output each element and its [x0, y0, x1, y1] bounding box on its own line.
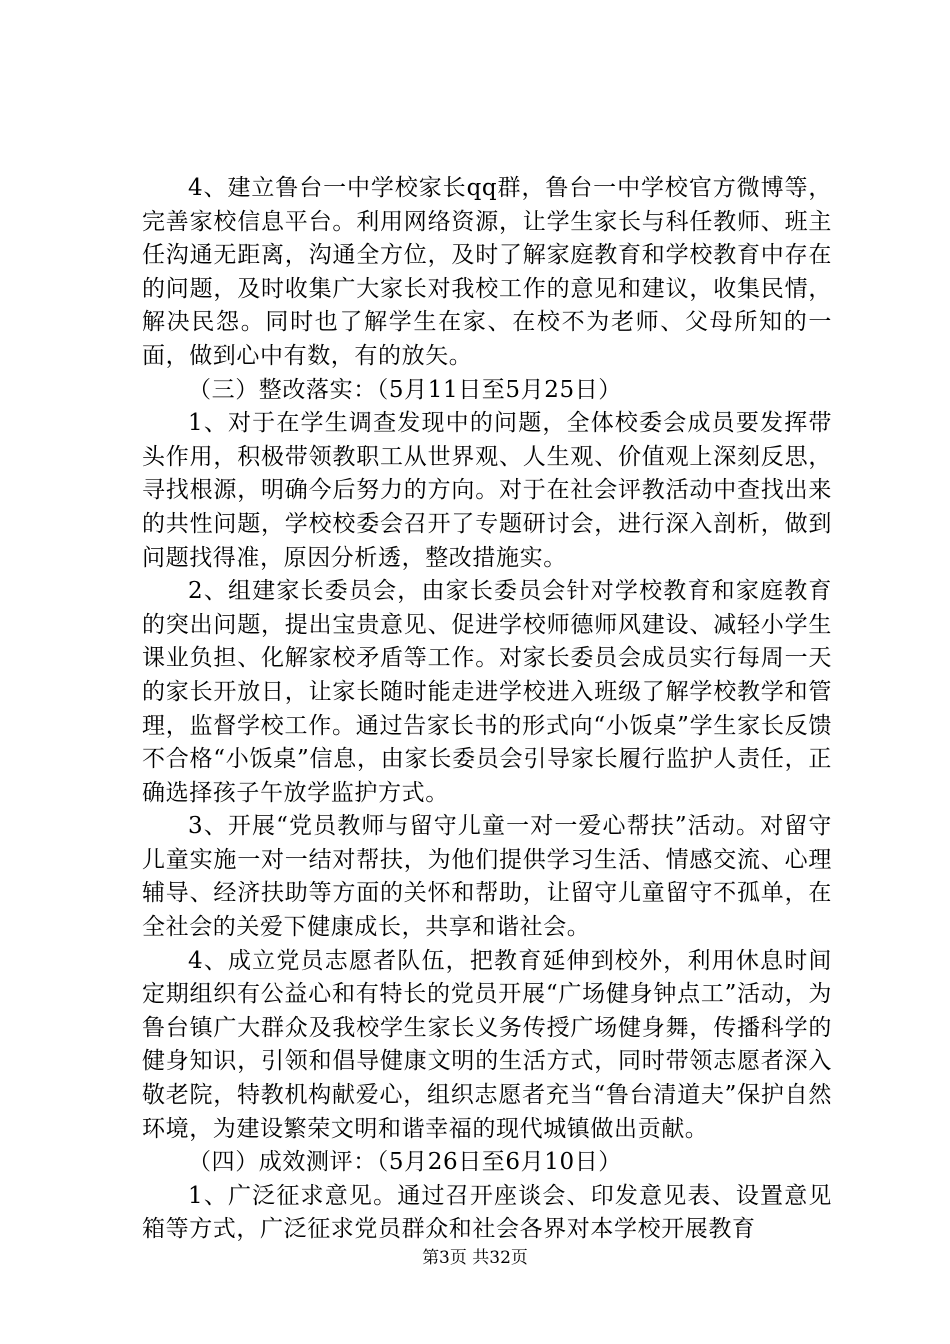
- paragraph-volunteer-team: 4、成立党员志愿者队伍，把教育延伸到校外，利用休息时间定期组织有公益心和有特长的党员开展“广场健身钟点工”活动，为鲁台镇广大群众及我校学生家长义务传授广场健身舞，传播科学的健身知识，引领和倡导健康文明的生活方式，同时带领志愿者深入敬老院，特教机构献爱心，组织志愿者充当“鲁台清道夫”保护自然环境，为建设繁荣文明和谐幸福的现代城镇做出贡献。: [142, 947, 832, 1142]
- document-body: [142, 172, 832, 1247]
- paragraph-left-behind-children: 3、开展“党员教师与留守儿童一对一爱心帮扶”活动。对留守儿童实施一对一结对帮扶，为他们提供学习生活、情感交流、心理辅导、经济扶助等方面的关怀和帮助，让留守儿童留守不孤单，在全社会的关爱下健康成长，共享和谐社会。: [142, 813, 832, 941]
- section-heading-evaluation: （四）成效测评：（5月26日至6月10日）: [188, 1149, 622, 1176]
- paragraph-parent-committee: 2、组建家长委员会，由家长委员会针对学校教育和家庭教育的突出问题，提出宝贵意见、促进学校师德师风建设、减轻小学生课业负担、化解家校矛盾等工作。对家长委员会成员实行每周一天的家长开放日，让家长随时能走进学校进入班级了解学校教学和管理，监督学校工作。通过告家长书的形式向“小饭桌”学生家长反馈不合格“小饭桌”信息，由家长委员会引导家长履行监护人责任，正确选择孩子午放学监护方式。: [142, 578, 832, 806]
- paragraph-parent-qq-group: 4、建立鲁台一中学校家长qq群，鲁台一中学校官方微博等，完善家校信息平台。利用网络资源，让学生家长与科任教师、班主任沟通无距离，沟通全方位，及时了解家庭教育和学校教育中存在的问题，及时收集广大家长对我校工作的意见和建议，收集民情，解决民怨。同时也了解学生在家、在校不为老师、父母所知的一面，做到心中有数，有的放矢。: [142, 175, 832, 369]
- section-heading-rectification: （三）整改落实：（5月11日至5月25日）: [188, 376, 622, 403]
- paragraph-student-survey-issues: 1、对于在学生调查发现中的问题，全体校委会成员要发挥带头作用，积极带领教职工从世界观、人生观、价值观上深刻反思，寻找根源，明确今后努力的方向。对于在社会评教活动中查找出来的共性问题，学校校委会召开了专题研讨会，进行深入剖析，做到问题找得准，原因分析透，整改措施实。: [142, 410, 832, 571]
- paragraph-solicit-opinions: 1、广泛征求意见。通过召开座谈会、印发意见表、设置意见箱等方式，广泛征求党员群众和社会各界对本学校开展教育: [142, 1182, 832, 1243]
- page-number-footer: 第3页 共32页: [422, 1248, 528, 1268]
